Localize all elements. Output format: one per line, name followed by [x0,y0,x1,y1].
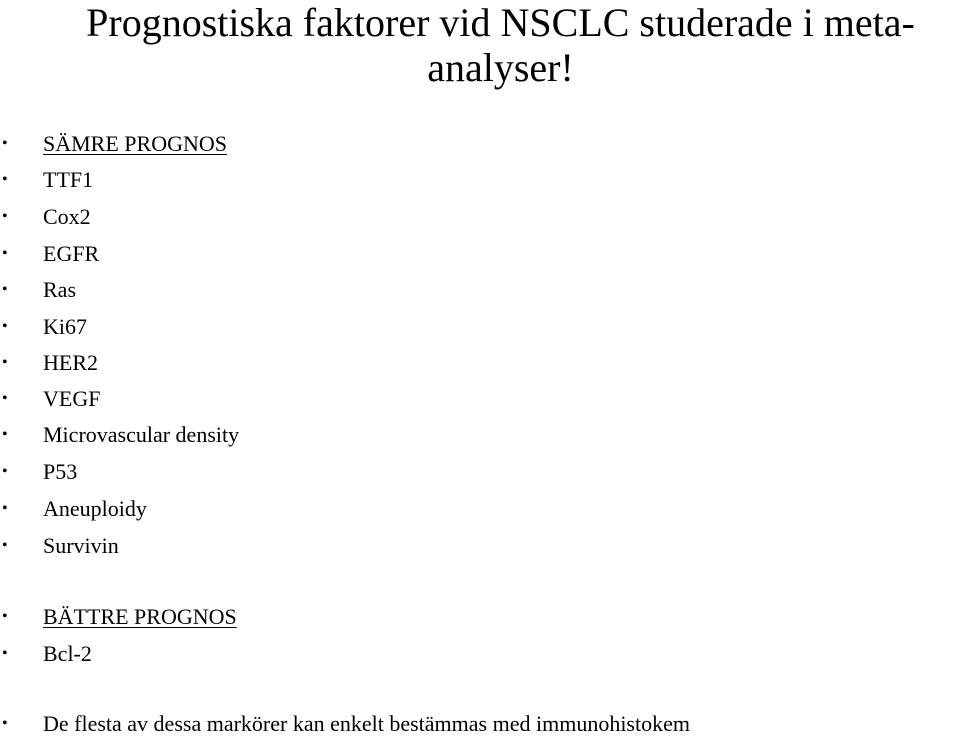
list-item-label: EGFR [43,241,100,266]
bullet-icon: • [2,281,8,298]
bullet-icon: • [2,500,8,517]
list-item-label: P53 [43,459,78,484]
list-item-label: Survivin [43,533,119,558]
section-heading: SÄMRE PROGNOS [43,131,227,156]
bullet-icon: • [2,318,8,335]
list-item-label: Ki67 [43,314,87,339]
list-item-label: De flesta av dessa markörer kan enkelt bestämmas med immunohistokem [43,711,690,736]
list-item-label: Bcl-2 [43,641,92,666]
list-item-label: Cox2 [43,204,91,229]
list-item-label: Microvascular density [43,422,240,447]
bullet-icon: • [2,537,8,554]
bullet-icon: • [2,390,8,407]
slide-title: Prognostiska faktorer vid NSCLC studerade i meta-analyser! [86,0,915,90]
bullet-icon: • [2,463,8,480]
list-item-label: Ras [43,277,76,302]
list-item-label: HER2 [43,350,98,375]
bullet-icon: • [2,208,8,225]
list-item-label: VEGF [43,386,101,411]
bullet-icon: • [2,171,8,188]
bullet-icon: • [2,135,8,152]
list-item-label: Aneuploidy [43,496,147,521]
bullet-icon: • [2,354,8,371]
bullet-icon: • [2,426,8,443]
bullet-icon: • [2,608,8,625]
bullet-icon: • [2,715,8,732]
bullet-icon: • [2,245,8,262]
bullet-icon: • [2,645,8,662]
list-item-label: TTF1 [43,167,94,192]
section-heading: BÄTTRE PROGNOS [43,604,237,629]
